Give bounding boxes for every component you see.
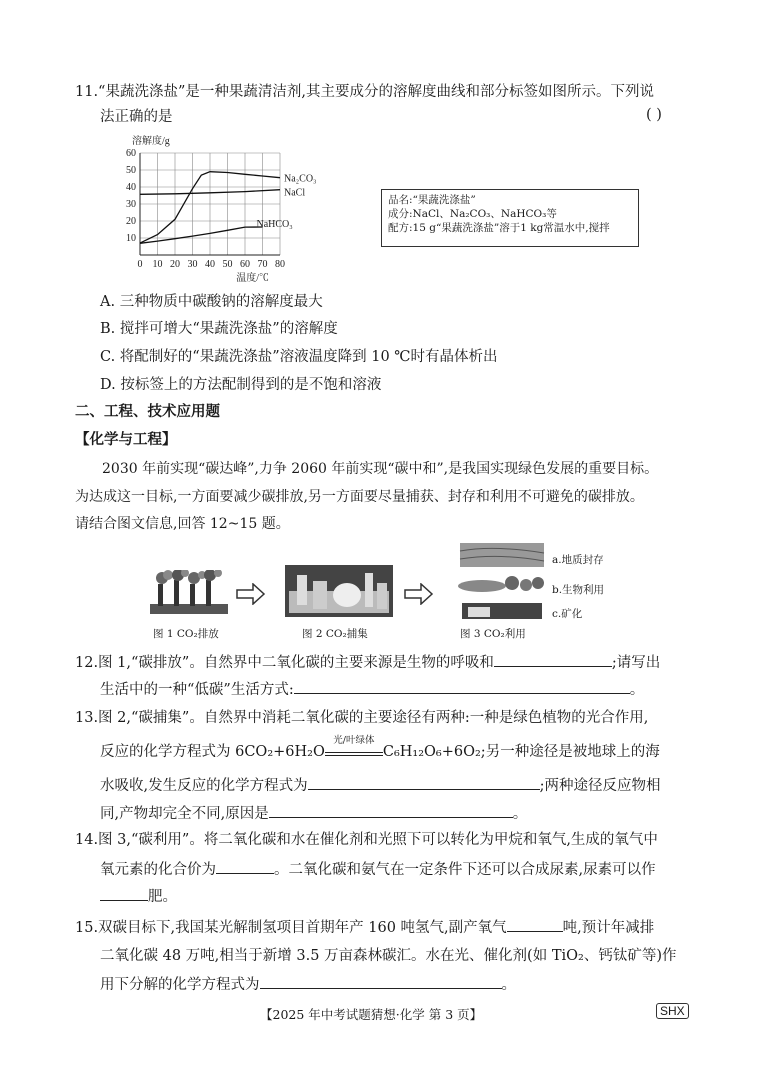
option-c: C. 将配制好的“果蔬洗涤盐”溶液温度降到 10 ℃时有晶体析出 (100, 349, 498, 365)
q11-line2: 法正确的是 (100, 109, 173, 125)
section-heading: 二、工程、技术应用题 (75, 404, 220, 420)
label-recipe: 配方:15 g“果蔬洗涤盐”溶于1 kg常温水中,搅拌 (388, 222, 610, 234)
q13-line1: 13.图 2,“碳捕集”。自然界中消耗二氧化碳的主要途径有两种:一种是绿色植物的光合作用, (75, 710, 649, 726)
option-b: B. 搅拌可增大“果蔬洗涤盐”的溶解度 (100, 321, 338, 337)
x-tick-label: 0 (137, 259, 143, 270)
q13-line2: 反应的化学方程式为 6CO₂+6H₂O 光/叶绿体 C₆H₁₂O₆+6O₂;另一种途径是被地球上的海 (100, 735, 660, 760)
y-tick-label: 20 (126, 216, 136, 227)
use-geological: a.地质封存 (552, 554, 604, 566)
q14-blank1[interactable] (216, 859, 274, 874)
product-label (381, 189, 639, 247)
exam-code: SHX (656, 1003, 689, 1019)
x-tick-label: 60 (240, 259, 250, 270)
page-footer: 【2025 年中考试题猜想·化学 第 3 页】 (260, 1007, 483, 1022)
option-d: D. 按标签上的方法配制得到的是不饱和溶液 (100, 377, 382, 393)
y-tick-label: 30 (126, 199, 136, 210)
label-ingredients: 成分:NaCl、Na₂CO₃、NaHCO₃等 (388, 208, 557, 220)
y-axis-label: 溶解度/g (132, 136, 170, 147)
y-tick-label: 10 (126, 233, 136, 244)
q12-line1: 12.图 1,“碳排放”。自然界中二氧化碳的主要来源是生物的呼吸和 ;请写出 (75, 652, 660, 673)
x-tick-label: 40 (205, 259, 215, 270)
q14-line1: 14.图 3,“碳利用”。将二氧化碳和水在催化剂和光照下可以转化为甲烷和氧气,生成的氧气中 (75, 832, 658, 848)
q15-line1: 15.双碳目标下,我国某光解制氢项目首期年产 160 吨氢气,副产氧气 吨,预计年减排 (75, 917, 654, 938)
q13-blank1[interactable] (308, 775, 540, 790)
q13-line4: 同,产物却完全不同,原因是 。 (100, 803, 527, 824)
reaction-condition: 光/叶绿体 (325, 743, 383, 756)
q15-line3: 用下分解的化学方程式为 。 (100, 974, 516, 995)
series-label: Na₂CO₃ (284, 173, 317, 185)
y-tick-label: 40 (126, 182, 136, 193)
y-tick-label: 60 (126, 148, 136, 159)
x-tick-label: 80 (275, 259, 285, 270)
q14-line3: 肥。 (100, 886, 177, 907)
x-tick-label: 20 (170, 259, 180, 270)
x-tick-label: 10 (152, 259, 163, 270)
figure3-caption: 图 3 CO₂利用 (460, 628, 526, 640)
q13-blank2[interactable] (269, 803, 513, 818)
q13-line3: 水吸收,发生反应的化学方程式为 ;两种途径反应物相 (100, 775, 661, 796)
y-tick-label: 50 (126, 165, 136, 176)
figure2-caption: 图 2 CO₂捕集 (302, 628, 368, 640)
capture-plant-image (285, 565, 393, 617)
use-mineralization: c.矿化 (552, 608, 583, 620)
q15-line2: 二氧化碳 48 万吨,相当于新增 3.5 万亩森林碳汇。水在光、催化剂(如 TiO₂、钙钛矿等)作 (100, 948, 677, 964)
q14-line2: 氧元素的化合价为 。二氧化碳和氨气在一定条件下还可以合成尿素,尿素可以作 (100, 859, 656, 880)
x-tick-label: 70 (257, 259, 268, 270)
q12-blank1[interactable] (494, 652, 612, 667)
solubility-chart (118, 134, 328, 286)
arrow-right-icon (236, 583, 266, 605)
figure1-caption: 图 1 CO₂排放 (153, 628, 219, 640)
series-label: NaHCO₃ (256, 218, 293, 230)
q14-blank2[interactable] (100, 886, 148, 901)
label-name: 品名:“果蔬洗涤盐” (388, 194, 476, 206)
section-subheading: 【化学与工程】 (75, 432, 177, 448)
use-biological: b.生物利用 (552, 584, 605, 596)
intro-line1: 2030 年前实现“碳达峰”,力争 2060 年前实现“碳中和”,是我国实现绿色发展的重要目标。 (102, 461, 659, 477)
intro-line3: 请结合图文信息,回答 12~15 题。 (75, 516, 290, 532)
series-line (140, 227, 263, 243)
series-label: NaCl (284, 187, 306, 199)
factory-smoke-image (150, 570, 230, 616)
intro-line2: 为达成这一目标,一方面要减少碳排放,另一方面要尽量捕获、封存和利用不可避免的碳排放。 (75, 489, 644, 505)
option-a: A. 三种物质中碳酸钠的溶解度最大 (100, 294, 323, 310)
q12-blank2[interactable] (294, 679, 630, 694)
q15-blank1[interactable] (507, 917, 563, 932)
q12-line2: 生活中的一种“低碳”生活方式: 。 (100, 679, 644, 700)
x-axis-label: 温度/℃ (236, 273, 270, 284)
answer-parenthesis: ( ) (646, 107, 662, 123)
q15-blank2[interactable] (260, 974, 502, 989)
arrow-right-icon (404, 583, 434, 605)
x-tick-label: 50 (222, 259, 233, 270)
co2-use-images (454, 541, 546, 621)
q11-line1: 11.“果蔬洗涤盐”是一种果蔬清洁剂,其主要成分的溶解度曲线和部分标签如图所示。下列说 (75, 84, 654, 100)
x-tick-label: 30 (187, 259, 198, 270)
